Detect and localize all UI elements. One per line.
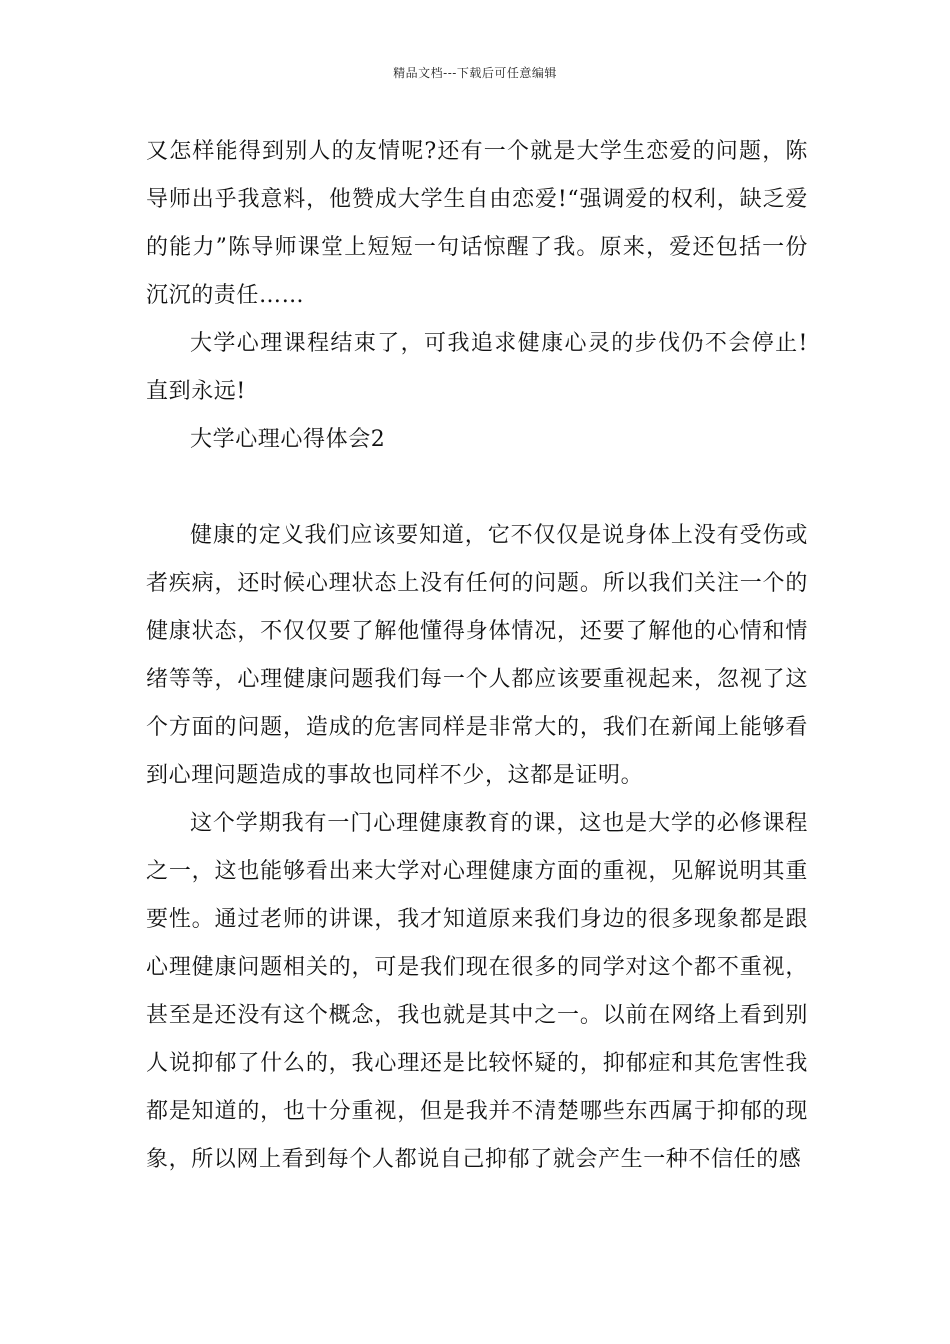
blank-line bbox=[146, 464, 808, 512]
paragraph-conclusion: 大学心理课程结束了，可我追求健康心灵的步伐仍不会停止!直到永远! bbox=[146, 331, 808, 404]
paragraph-health-definition: 健康的定义我们应该要知道，它不仅仅是说身体上没有受伤或者疾病，还时候心理状态上没有任何的问题。所以我们关注一个的健康状态，不仅仅要了解他懂得身体情况，还要了解他的心情和情绪等等，心理健康问题我们每一个人都应该要重视起来，忽视了这个方面的问题，造成的危害同样是非常大的，我们在新闻上能够看到心理问题造成的事故也同样不少，这都是证明。 bbox=[146, 523, 808, 788]
paragraph-course-reflection: 这个学期我有一门心理健康教育的课，这也是大学的必修课程之一，这也能够看出来大学对心理健康方面的重视，见解说明其重要性。通过老师的讲课，我才知道原来我们身边的很多现象都是跟心理健康问题相关的，可是我们现在很多的同学对这个都不重视，甚至是还没有这个概念，我也就是其中之一。以前在网络上看到别人说抑郁了什么的，我心理还是比较怀疑的，抑郁症和其危害性我都是知道的，也十分重视，但是我并不清楚哪些东西属于抑郁的现象，所以网上看到每个人都说自己抑郁了就会产生一种不信任的感 bbox=[146, 811, 808, 1172]
paragraph-continuation: 又怎样能得到别人的友情呢?还有一个就是大学生恋爱的问题，陈导师出乎我意料，他赞成大学生自由恋爱!“强调爱的权利，缺乏爱的能力”陈导师课堂上短短一句话惊醒了我。原来，爱还包括一份沉沉的责任…… bbox=[146, 139, 808, 308]
page-header: 精品文档---下载后可任意编辑 bbox=[393, 66, 557, 80]
section-heading: 大学心理心得体会2 bbox=[190, 427, 386, 452]
document-body bbox=[146, 128, 808, 1184]
